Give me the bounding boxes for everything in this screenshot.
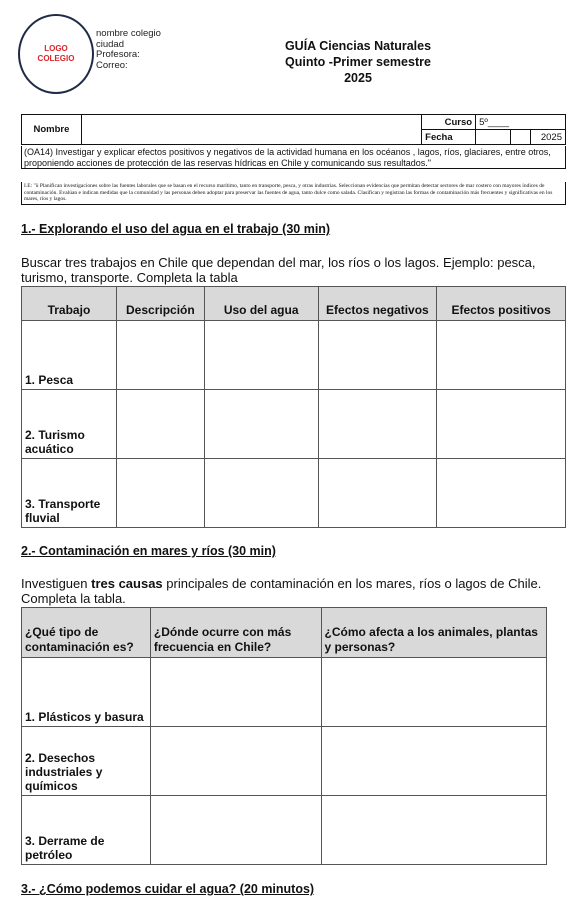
col-donde: ¿Dónde ocurre con más frecuencia en Chile? <box>150 608 321 658</box>
instructions-bold: tres causas <box>91 576 163 591</box>
table-cell[interactable] <box>116 390 204 459</box>
instructions-pre: Investiguen <box>21 576 92 591</box>
nombre-field[interactable] <box>81 115 421 145</box>
learning-objective: (OA14) Investigar y explicar efectos positivos y negativos de la actividad humana en los océanos , lagos, ríos, glaciares, entre otros, proponiendo acciones de protección de las reservas hídricas en Chile y comunicando sus resultados." <box>21 146 566 169</box>
table-cell[interactable] <box>150 796 321 865</box>
nombre-label: Nombre <box>22 115 82 145</box>
col-trabajo: Trabajo <box>22 287 117 321</box>
col-uso-agua: Uso del agua <box>204 287 318 321</box>
table-cell[interactable] <box>318 321 437 390</box>
evaluation-indicator: I.E: "ü Planifican investigaciones sobre las fuentes laborales que se basan en el recurso marítimo, tanto en transporte, pesca, y otras industrias. Seleccionan evidencias que permitan detectar sectores de mar costero con mayores índices de contaminación. Evalúan e indican medidas que la comunidad y las personas deben adoptar para preservar las fuentes de agua, tanto dulce como salada. Clasifican y registran las formas de contaminación más frecuentes y significativas en los mares, ríos y lagos. <box>21 182 566 205</box>
title-line-2: Quinto -Primer semestre <box>285 55 431 69</box>
work-water-table <box>21 286 566 528</box>
email-label: Correo: <box>96 59 128 71</box>
row-label-transporte: 3. Transporte fluvial <box>22 459 117 528</box>
table-cell[interactable] <box>204 390 318 459</box>
table-cell[interactable] <box>437 321 566 390</box>
title-line-1: GUÍA Ciencias Naturales <box>284 39 432 53</box>
fecha-year: 2025 <box>530 130 565 145</box>
table-cell[interactable] <box>437 390 566 459</box>
contamination-table <box>21 607 547 865</box>
col-como-afecta: ¿Cómo afecta a los animales, plantas y personas? <box>321 608 546 658</box>
table-cell[interactable] <box>321 796 546 865</box>
table-row <box>22 390 566 459</box>
table-row <box>22 727 547 796</box>
table-cell[interactable] <box>321 658 546 727</box>
instructions-post: principales de contaminación en los mares, ríos o lagos de Chile. Completa la tabla. <box>21 576 542 606</box>
section-1-title: 1.- Explorando el uso del agua en el trabajo (30 min) <box>21 222 331 236</box>
student-info-table <box>21 114 566 145</box>
table-cell[interactable] <box>150 727 321 796</box>
section-2-instructions <box>21 577 566 606</box>
table-cell[interactable] <box>321 727 546 796</box>
school-city: ciudad <box>96 38 124 50</box>
col-efectos-negativos: Efectos negativos <box>318 287 437 321</box>
row-label-petroleo: 3. Derrame de petróleo <box>22 796 151 865</box>
table-cell[interactable] <box>318 390 437 459</box>
table-cell[interactable] <box>116 459 204 528</box>
table-row <box>22 321 566 390</box>
logo-text: LOGO COLEGIO <box>37 44 75 63</box>
fecha-label: Fecha <box>422 130 476 145</box>
fecha-day-field[interactable] <box>476 130 511 145</box>
table-cell[interactable] <box>437 459 566 528</box>
table-row <box>22 796 547 865</box>
title-line-3: 2025 <box>344 71 372 85</box>
curso-field[interactable]: 5º____ <box>476 115 566 130</box>
col-efectos-positivos: Efectos positivos <box>437 287 566 321</box>
section-2-title: 2.- Contaminación en mares y ríos (30 min) <box>21 544 276 558</box>
row-label-plasticos: 1. Plásticos y basura <box>22 658 151 727</box>
row-label-turismo: 2. Turismo acuático <box>22 390 117 459</box>
school-info <box>96 29 161 71</box>
table-cell[interactable] <box>116 321 204 390</box>
table-row <box>22 658 547 727</box>
curso-label: Curso <box>422 115 476 130</box>
table-cell[interactable] <box>204 459 318 528</box>
guide-title <box>250 38 466 86</box>
row-label-desechos: 2. Desechos industriales y químicos <box>22 727 151 796</box>
col-descripcion: Descripción <box>116 287 204 321</box>
table-row <box>22 459 566 528</box>
fecha-month-field[interactable] <box>511 130 531 145</box>
section-1-instructions: Buscar tres trabajos en Chile que dependan del mar, los ríos o los lagos. Ejemplo: pesca, turismo, transporte. Completa la tabla <box>21 255 536 285</box>
school-name: nombre colegio <box>96 28 161 39</box>
row-label-pesca: 1. Pesca <box>22 321 117 390</box>
teacher-label: Profesora: <box>96 49 140 60</box>
school-logo <box>18 14 94 94</box>
section-3-title: 3.- ¿Cómo podemos cuidar el agua? (20 minutos) <box>21 882 315 896</box>
table-cell[interactable] <box>318 459 437 528</box>
col-tipo: ¿Qué tipo de contaminación es? <box>22 608 151 658</box>
table-cell[interactable] <box>150 658 321 727</box>
table-cell[interactable] <box>204 321 318 390</box>
